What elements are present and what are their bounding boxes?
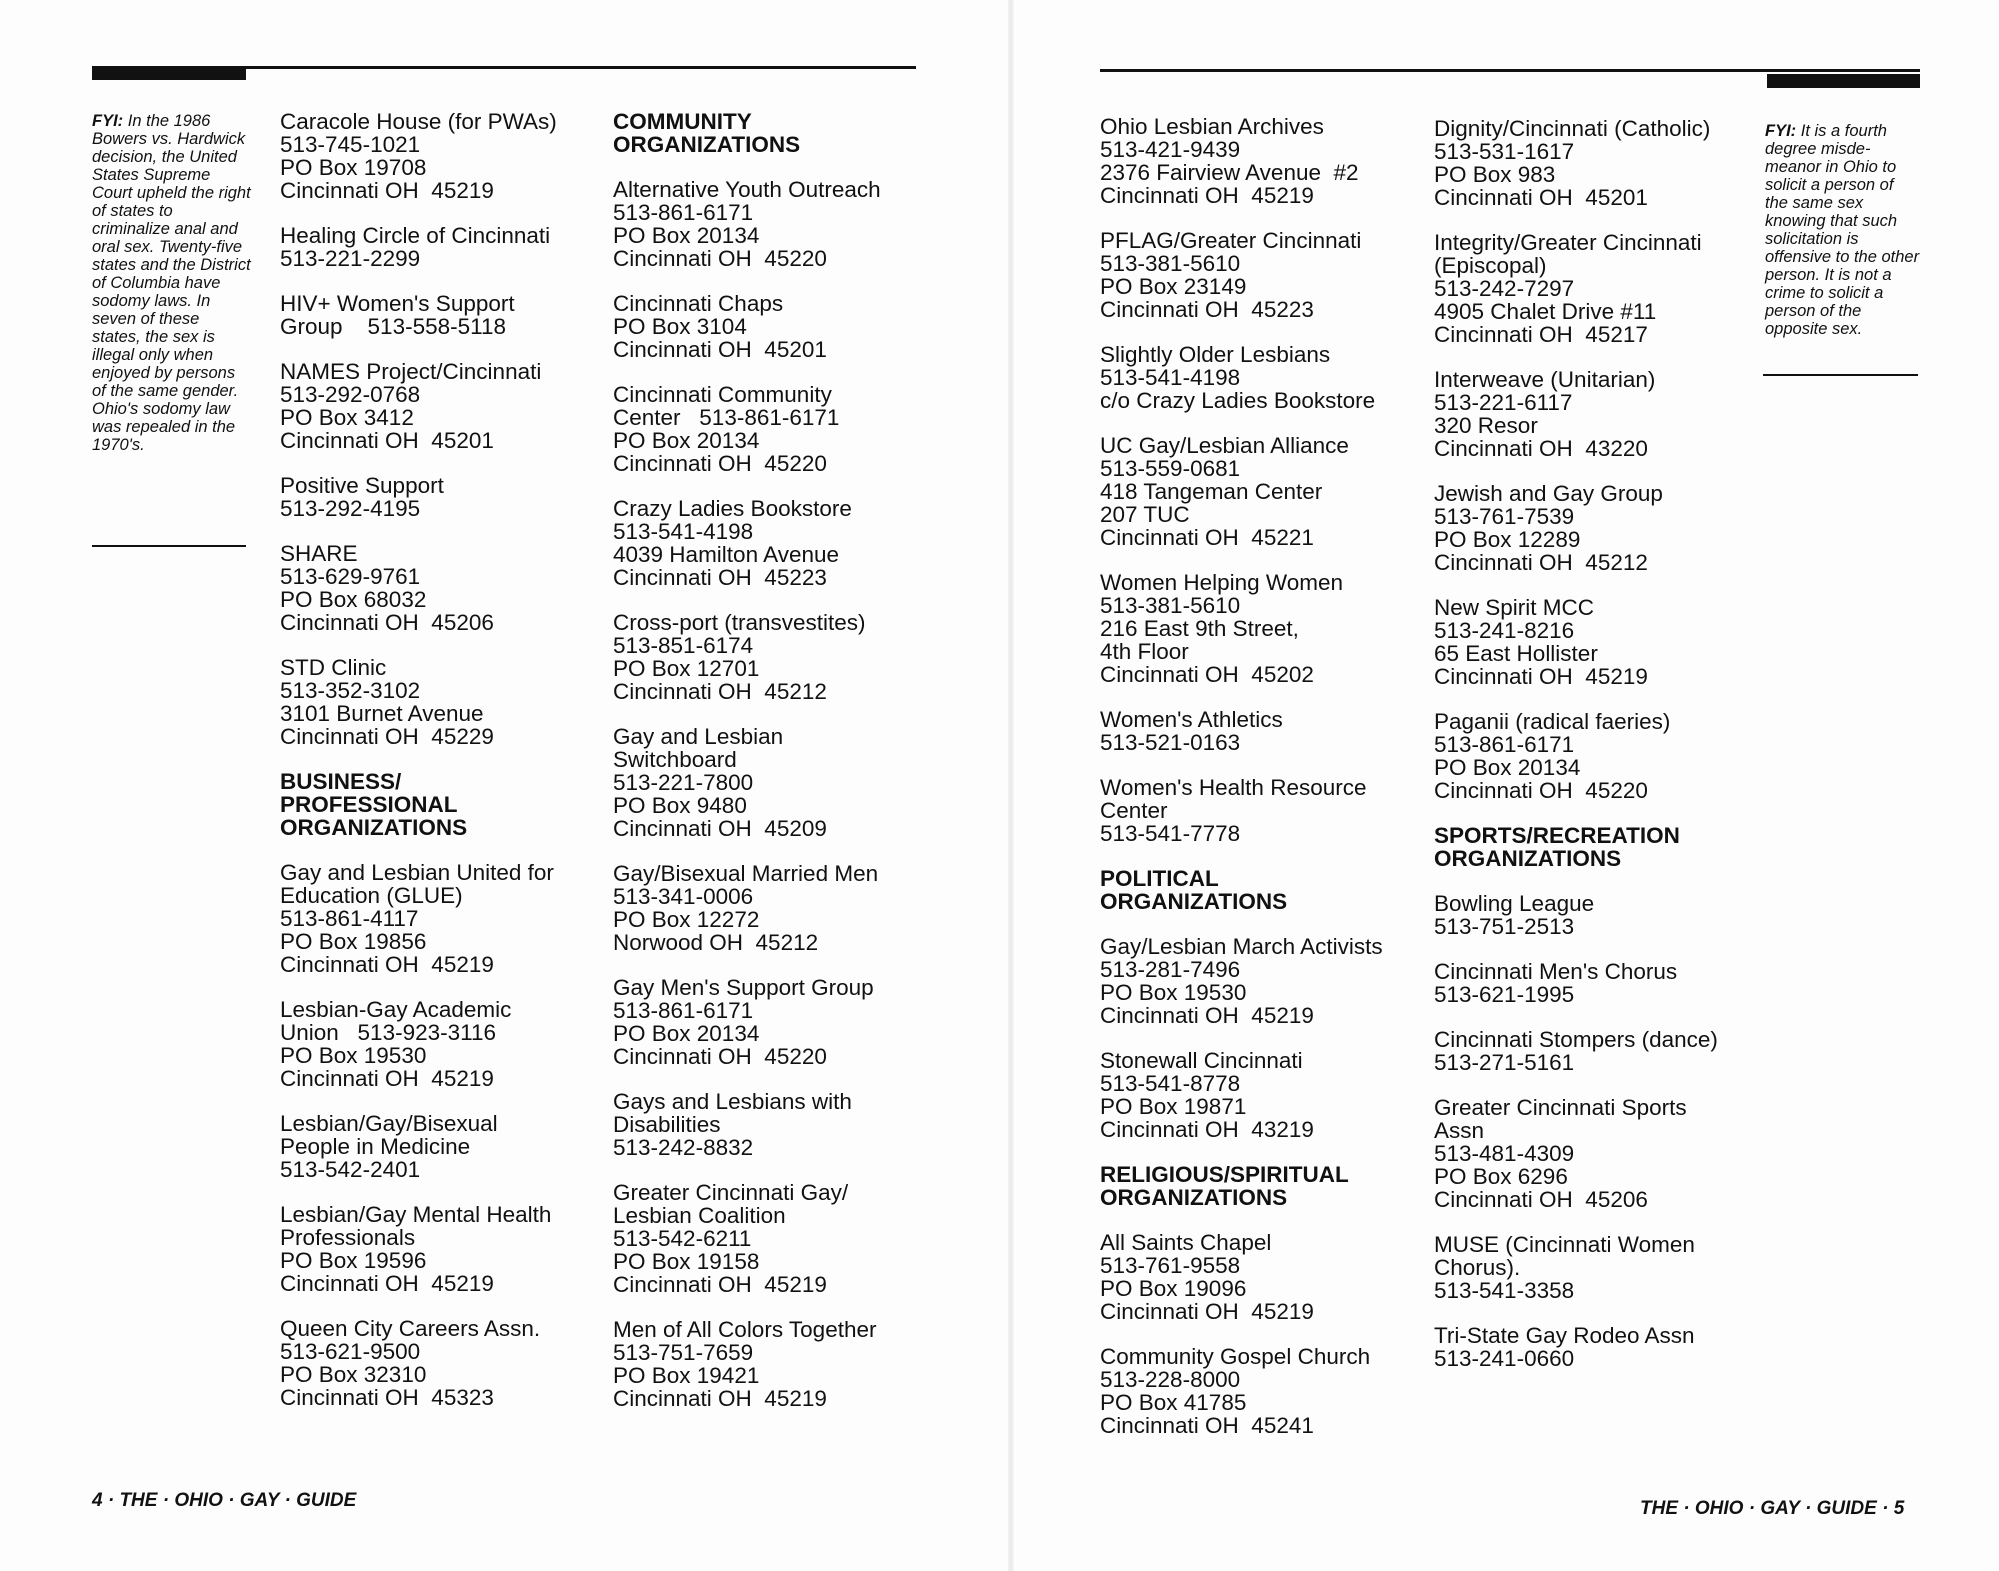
entry-detail: 4th Floor bbox=[1100, 639, 1189, 664]
directory-entry bbox=[1100, 935, 1430, 1027]
entry-name: SHARE bbox=[280, 541, 358, 566]
entry-name: UC Gay/Lesbian Alliance bbox=[1100, 433, 1349, 458]
entry-detail: 513-241-0660 bbox=[1434, 1346, 1575, 1371]
heading-line: PROFESSIONAL bbox=[280, 792, 458, 817]
heading-line: ORGANIZATIONS bbox=[1100, 1185, 1288, 1210]
entry-detail: PO Box 19530 bbox=[1100, 980, 1247, 1005]
entry-name: Stonewall Cincinnati bbox=[1100, 1048, 1303, 1073]
entry-detail: Cincinnati OH 45219 bbox=[1100, 183, 1314, 208]
entry-detail: PO Box 6296 bbox=[1434, 1164, 1568, 1189]
entry-detail: 513-541-8778 bbox=[1100, 1071, 1241, 1096]
entry-detail: Cincinnati OH 43220 bbox=[1434, 436, 1648, 461]
directory-entry bbox=[1434, 960, 1764, 1006]
entry-detail: PO Box 19158 bbox=[613, 1249, 760, 1274]
entry-detail: Cincinnati OH 45201 bbox=[280, 428, 494, 453]
entry-detail: PO Box 68032 bbox=[280, 587, 427, 612]
left-fyi-sidebar bbox=[92, 112, 252, 454]
directory-entry bbox=[613, 611, 943, 703]
entry-name: Gay Men's Support Group bbox=[613, 975, 874, 1000]
entry-detail: 513-481-4309 bbox=[1434, 1141, 1575, 1166]
entry-detail: Cincinnati OH 45220 bbox=[613, 246, 827, 271]
entry-detail: 513-851-6174 bbox=[613, 633, 754, 658]
directory-entry bbox=[613, 178, 943, 270]
entry-detail: 513-381-5610 bbox=[1100, 593, 1241, 618]
entry-detail: Cincinnati OH 45219 bbox=[613, 1386, 827, 1411]
entry-name: NAMES Project/Cincinnati bbox=[280, 359, 542, 384]
entry-detail: PO Box 20134 bbox=[613, 223, 760, 248]
directory-entry bbox=[280, 360, 610, 452]
directory-entry bbox=[1434, 892, 1764, 938]
right-header-rule bbox=[1100, 69, 1920, 72]
entry-detail: 4905 Chalet Drive #11 bbox=[1434, 299, 1657, 324]
entry-detail: 513-521-0163 bbox=[1100, 730, 1241, 755]
entry-detail: Cincinnati OH 45220 bbox=[613, 1044, 827, 1069]
entry-detail: Cincinnati OH 45219 bbox=[280, 1066, 494, 1091]
directory-entry bbox=[613, 383, 943, 475]
entry-name: STD Clinic bbox=[280, 655, 387, 680]
entry-detail: Cincinnati OH 45241 bbox=[1100, 1413, 1314, 1438]
entry-detail: 513-381-5610 bbox=[1100, 251, 1241, 276]
right-header-bar bbox=[1767, 74, 1920, 88]
entry-name: Cincinnati Chaps bbox=[613, 291, 784, 316]
entry-detail: 513-221-2299 bbox=[280, 246, 421, 271]
heading-line: ORGANIZATIONS bbox=[1100, 889, 1288, 914]
entry-detail: Cincinnati OH 45217 bbox=[1434, 322, 1648, 347]
entry-detail: Group 513-558-5118 bbox=[280, 314, 506, 339]
directory-entry bbox=[280, 1317, 610, 1409]
entry-detail: People in Medicine bbox=[280, 1134, 471, 1159]
entry-name: Cross-port (transvestites) bbox=[613, 610, 866, 635]
directory-entry bbox=[1434, 368, 1764, 460]
entry-detail: Chorus). bbox=[1434, 1255, 1521, 1280]
entry-name: MUSE (Cincinnati Women bbox=[1434, 1232, 1695, 1257]
entry-name: HIV+ Women's Support bbox=[280, 291, 515, 316]
entry-detail: c/o Crazy Ladies Bookstore bbox=[1100, 388, 1376, 413]
directory-column-4 bbox=[1434, 117, 1764, 1392]
entry-detail: Cincinnati OH 45212 bbox=[1434, 550, 1648, 575]
entry-name: Lesbian-Gay Academic bbox=[280, 997, 512, 1022]
entry-name: Gay/Lesbian March Activists bbox=[1100, 934, 1383, 959]
entry-detail: 418 Tangeman Center bbox=[1100, 479, 1323, 504]
entry-detail: Cincinnati OH 45219 bbox=[280, 952, 494, 977]
entry-detail: Cincinnati OH 45323 bbox=[280, 1385, 494, 1410]
entry-name: Lesbian/Gay/Bisexual bbox=[280, 1111, 498, 1136]
entry-name: Positive Support bbox=[280, 473, 444, 498]
entry-detail: 513-861-6171 bbox=[613, 200, 754, 225]
entry-detail: PO Box 19871 bbox=[1100, 1094, 1247, 1119]
entry-detail: 216 East 9th Street, bbox=[1100, 616, 1299, 641]
entry-name: Ohio Lesbian Archives bbox=[1100, 114, 1324, 139]
entry-name: Gays and Lesbians with bbox=[613, 1089, 852, 1114]
entry-detail: PO Box 12289 bbox=[1434, 527, 1581, 552]
fyi-label: FYI: bbox=[1765, 122, 1797, 140]
entry-detail: PO Box 41785 bbox=[1100, 1390, 1247, 1415]
entry-detail: 65 East Hollister bbox=[1434, 641, 1598, 666]
entry-detail: PO Box 9480 bbox=[613, 793, 747, 818]
entry-detail: 513-421-9439 bbox=[1100, 137, 1241, 162]
entry-detail: Cincinnati OH 45223 bbox=[1100, 297, 1314, 322]
entry-detail: Cincinnati OH 45219 bbox=[280, 1271, 494, 1296]
entry-detail: Cincinnati OH 45206 bbox=[280, 610, 494, 635]
directory-entry bbox=[280, 1112, 610, 1181]
directory-entry bbox=[280, 292, 610, 338]
entry-detail: 513-621-9500 bbox=[280, 1339, 421, 1364]
entry-name: Women's Athletics bbox=[1100, 707, 1283, 732]
directory-entry bbox=[1434, 1233, 1764, 1302]
entry-detail: Cincinnati OH 45201 bbox=[1434, 185, 1648, 210]
directory-entry bbox=[280, 656, 610, 748]
directory-entry bbox=[1100, 229, 1430, 321]
fyi-label: FYI: bbox=[92, 112, 124, 130]
section-heading bbox=[1100, 1163, 1430, 1209]
heading-line: ORGANIZATIONS bbox=[1434, 846, 1622, 871]
entry-detail: PO Box 19596 bbox=[280, 1248, 427, 1273]
entry-detail: Education (GLUE) bbox=[280, 883, 463, 908]
entry-detail: Cincinnati OH 45219 bbox=[280, 178, 494, 203]
directory-column-1 bbox=[280, 110, 610, 1431]
directory-entry bbox=[280, 110, 610, 202]
entry-name: New Spirit MCC bbox=[1434, 595, 1595, 620]
directory-entry bbox=[1434, 1324, 1764, 1370]
left-sidebar-rule bbox=[92, 545, 246, 547]
directory-entry bbox=[1434, 1096, 1764, 1211]
entry-detail: Cincinnati OH 45206 bbox=[1434, 1187, 1648, 1212]
entry-detail: 513-761-7539 bbox=[1434, 504, 1575, 529]
directory-entry bbox=[280, 474, 610, 520]
section-heading bbox=[280, 770, 610, 839]
entry-detail: 513-292-0768 bbox=[280, 382, 421, 407]
entry-detail: 513-541-7778 bbox=[1100, 821, 1241, 846]
entry-detail: 513-559-0681 bbox=[1100, 456, 1241, 481]
entry-detail: 513-531-1617 bbox=[1434, 139, 1575, 164]
directory-entry bbox=[1100, 708, 1430, 754]
directory-entry bbox=[1100, 115, 1430, 207]
entry-detail: Cincinnati OH 45223 bbox=[613, 565, 827, 590]
entry-detail: Union 513-923-3116 bbox=[280, 1020, 496, 1045]
directory-entry bbox=[613, 1181, 943, 1296]
directory-entry bbox=[280, 998, 610, 1090]
entry-detail: 513-861-4117 bbox=[280, 906, 419, 931]
entry-name: Gay/Bisexual Married Men bbox=[613, 861, 879, 886]
page-fold bbox=[1008, 0, 1014, 1571]
entry-detail: PO Box 983 bbox=[1434, 162, 1556, 187]
entry-name: PFLAG/Greater Cincinnati bbox=[1100, 228, 1362, 253]
entry-detail: Center 513-861-6171 bbox=[613, 405, 840, 430]
entry-detail: 513-241-8216 bbox=[1434, 618, 1575, 643]
entry-detail: 513-242-7297 bbox=[1434, 276, 1575, 301]
entry-detail: PO Box 20134 bbox=[1434, 755, 1581, 780]
entry-name: Integrity/Greater Cincinnati bbox=[1434, 230, 1702, 255]
entry-name: Interweave (Unitarian) bbox=[1434, 367, 1656, 392]
entry-detail: (Episcopal) bbox=[1434, 253, 1547, 278]
entry-detail: PO Box 19856 bbox=[280, 929, 427, 954]
entry-detail: PO Box 20134 bbox=[613, 1021, 760, 1046]
entry-detail: 513-861-6171 bbox=[613, 998, 754, 1023]
entry-name: Crazy Ladies Bookstore bbox=[613, 496, 852, 521]
entry-detail: PO Box 19421 bbox=[613, 1363, 760, 1388]
right-sidebar-rule bbox=[1763, 374, 1918, 376]
entry-detail: 513-629-9761 bbox=[280, 564, 421, 589]
directory-entry bbox=[613, 292, 943, 361]
entry-detail: 513-761-9558 bbox=[1100, 1253, 1241, 1278]
entry-detail: Cincinnati OH 45212 bbox=[613, 679, 827, 704]
entry-detail: PO Box 3412 bbox=[280, 405, 414, 430]
heading-line: COMMUNITY bbox=[613, 109, 752, 134]
directory-entry bbox=[1434, 596, 1764, 688]
directory-entry bbox=[613, 976, 943, 1068]
entry-name: Gay and Lesbian bbox=[613, 724, 784, 749]
entry-detail: Cincinnati OH 45219 bbox=[1100, 1003, 1314, 1028]
entry-detail: 513-228-8000 bbox=[1100, 1367, 1241, 1392]
entry-detail: Cincinnati OH 45202 bbox=[1100, 662, 1314, 687]
entry-name: Alternative Youth Outreach bbox=[613, 177, 881, 202]
entry-detail: Lesbian Coalition bbox=[613, 1203, 786, 1228]
directory-entry bbox=[1434, 482, 1764, 574]
entry-detail: Disabilities bbox=[613, 1112, 721, 1137]
entry-detail: 207 TUC bbox=[1100, 502, 1190, 527]
entry-detail: PO Box 12272 bbox=[613, 907, 760, 932]
entry-detail: Norwood OH 45212 bbox=[613, 930, 819, 955]
entry-name: Bowling League bbox=[1434, 891, 1595, 916]
entry-detail: Cincinnati OH 45220 bbox=[613, 451, 827, 476]
entry-detail: PO Box 19530 bbox=[280, 1043, 427, 1068]
directory-entry bbox=[613, 497, 943, 589]
entry-name: Lesbian/Gay Mental Health bbox=[280, 1202, 552, 1227]
entry-name: Cincinnati Stompers (dance) bbox=[1434, 1027, 1718, 1052]
entry-detail: Cincinnati OH 45219 bbox=[1434, 664, 1648, 689]
entry-detail: Professionals bbox=[280, 1225, 416, 1250]
entry-detail: 513-861-6171 bbox=[1434, 732, 1575, 757]
entry-name: Men of All Colors Together bbox=[613, 1317, 877, 1342]
entry-detail: 513-242-8832 bbox=[613, 1135, 754, 1160]
entry-detail: 513-745-1021 bbox=[280, 132, 421, 157]
entry-name: Cincinnati Men's Chorus bbox=[1434, 959, 1678, 984]
entry-detail: PO Box 32310 bbox=[280, 1362, 427, 1387]
directory-entry bbox=[1100, 343, 1430, 412]
heading-line: ORGANIZATIONS bbox=[280, 815, 468, 840]
entry-detail: 513-352-3102 bbox=[280, 678, 421, 703]
directory-entry bbox=[1100, 571, 1430, 686]
directory-column-2 bbox=[613, 110, 943, 1432]
entry-name: Tri-State Gay Rodeo Assn bbox=[1434, 1323, 1695, 1348]
entry-detail: 513-621-1995 bbox=[1434, 982, 1575, 1007]
section-heading bbox=[1100, 867, 1430, 913]
entry-detail: 513-281-7496 bbox=[1100, 957, 1241, 982]
directory-entry bbox=[1100, 776, 1430, 845]
entry-detail: 513-541-4198 bbox=[1100, 365, 1241, 390]
directory-entry bbox=[613, 1318, 943, 1410]
entry-detail: PO Box 19708 bbox=[280, 155, 427, 180]
directory-entry bbox=[1100, 1345, 1430, 1437]
left-page-footer: 4 · THE · OHIO · GAY · GUIDE bbox=[92, 1490, 357, 1511]
section-heading bbox=[613, 110, 943, 156]
directory-entry bbox=[280, 861, 610, 976]
entry-detail: 513-751-2513 bbox=[1434, 914, 1575, 939]
directory-entry bbox=[1100, 434, 1430, 549]
entry-detail: 513-221-6117 bbox=[1434, 390, 1573, 415]
directory-entry bbox=[1434, 117, 1764, 209]
entry-name: Queen City Careers Assn. bbox=[280, 1316, 541, 1341]
entry-detail: 513-341-0006 bbox=[613, 884, 754, 909]
directory-entry bbox=[1434, 1028, 1764, 1074]
directory-entry bbox=[613, 1090, 943, 1159]
entry-detail: Cincinnati OH 45221 bbox=[1100, 525, 1314, 550]
directory-entry bbox=[280, 1203, 610, 1295]
entry-detail: 513-221-7800 bbox=[613, 770, 754, 795]
directory-entry bbox=[280, 224, 610, 270]
entry-detail: Cincinnati OH 45209 bbox=[613, 816, 827, 841]
entry-name: Women's Health Resource bbox=[1100, 775, 1367, 800]
heading-line: ORGANIZATIONS bbox=[613, 132, 801, 157]
right-page-footer: THE · OHIO · GAY · GUIDE · 5 bbox=[1640, 1498, 1905, 1519]
left-header-rule bbox=[92, 66, 916, 69]
entry-detail: Assn bbox=[1434, 1118, 1485, 1143]
entry-detail: Cincinnati OH 45220 bbox=[1434, 778, 1648, 803]
entry-name: Cincinnati Community bbox=[613, 382, 832, 407]
entry-detail: 513-541-4198 bbox=[613, 519, 754, 544]
directory-entry bbox=[1100, 1049, 1430, 1141]
entry-detail: Cincinnati OH 45219 bbox=[1100, 1299, 1314, 1324]
entry-detail: PO Box 3104 bbox=[613, 314, 747, 339]
fyi-text: In the 1986 Bowers vs. Hardwick decision, the United States Supreme Court upheld the right of states to criminalize anal and oral sex. Twenty-five states and the District of Columbia have sodomy laws. In seven of these states, the sex is illegal only when enjoyed by persons of the same gender. Ohio's sodomy law was repealed in the 1970's. bbox=[92, 112, 251, 454]
entry-name: Greater Cincinnati Gay/ bbox=[613, 1180, 849, 1205]
heading-line: POLITICAL bbox=[1100, 866, 1219, 891]
entry-detail: 3101 Burnet Avenue bbox=[280, 701, 484, 726]
heading-line: SPORTS/RECREATION bbox=[1434, 823, 1680, 848]
entry-detail: 320 Resor bbox=[1434, 413, 1538, 438]
heading-line: BUSINESS/ bbox=[280, 769, 402, 794]
entry-detail: 513-271-5161 bbox=[1434, 1050, 1575, 1075]
section-heading bbox=[1434, 824, 1764, 870]
entry-detail: Cincinnati OH 45229 bbox=[280, 724, 494, 749]
entry-detail: PO Box 23149 bbox=[1100, 274, 1247, 299]
entry-detail: Cincinnati OH 43219 bbox=[1100, 1117, 1314, 1142]
entry-name: All Saints Chapel bbox=[1100, 1230, 1272, 1255]
entry-detail: 513-542-2401 bbox=[280, 1157, 421, 1182]
entry-detail: PO Box 12701 bbox=[613, 656, 760, 681]
directory-entry bbox=[1434, 710, 1764, 802]
directory-entry bbox=[280, 542, 610, 634]
directory-entry bbox=[613, 862, 943, 954]
entry-detail: 2376 Fairview Avenue #2 bbox=[1100, 160, 1359, 185]
entry-detail: 513-541-3358 bbox=[1434, 1278, 1575, 1303]
entry-detail: 513-292-4195 bbox=[280, 496, 421, 521]
entry-detail: 513-542-6211 bbox=[613, 1226, 752, 1251]
entry-name: Community Gospel Church bbox=[1100, 1344, 1371, 1369]
entry-name: Jewish and Gay Group bbox=[1434, 481, 1663, 506]
entry-name: Greater Cincinnati Sports bbox=[1434, 1095, 1687, 1120]
entry-name: Healing Circle of Cincinnati bbox=[280, 223, 551, 248]
heading-line: RELIGIOUS/SPIRITUAL bbox=[1100, 1162, 1349, 1187]
entry-detail: 513-751-7659 bbox=[613, 1340, 754, 1365]
entry-detail: PO Box 20134 bbox=[613, 428, 760, 453]
entry-detail: 4039 Hamilton Avenue bbox=[613, 542, 839, 567]
entry-name: Gay and Lesbian United for bbox=[280, 860, 554, 885]
directory-entry bbox=[1100, 1231, 1430, 1323]
directory-column-3 bbox=[1100, 115, 1430, 1459]
entry-name: Women Helping Women bbox=[1100, 570, 1344, 595]
entry-name: Dignity/Cincinnati (Catholic) bbox=[1434, 116, 1711, 141]
entry-detail: Switchboard bbox=[613, 747, 737, 772]
entry-detail: Center bbox=[1100, 798, 1168, 823]
fyi-text: It is a fourth degree misde- meanor in Ohio to solicit a person of the same sex knowing that such solicitation is offensive to the other person. It is not a crime to solicit a person of the opposite sex. bbox=[1765, 122, 1920, 338]
entry-name: Slightly Older Lesbians bbox=[1100, 342, 1331, 367]
entry-detail: PO Box 19096 bbox=[1100, 1276, 1247, 1301]
entry-detail: Cincinnati OH 45219 bbox=[613, 1272, 827, 1297]
directory-entry bbox=[1434, 231, 1764, 346]
right-fyi-sidebar bbox=[1765, 122, 1920, 338]
entry-name: Paganii (radical faeries) bbox=[1434, 709, 1671, 734]
entry-detail: Cincinnati OH 45201 bbox=[613, 337, 827, 362]
directory-entry bbox=[613, 725, 943, 840]
entry-name: Caracole House (for PWAs) bbox=[280, 109, 557, 134]
